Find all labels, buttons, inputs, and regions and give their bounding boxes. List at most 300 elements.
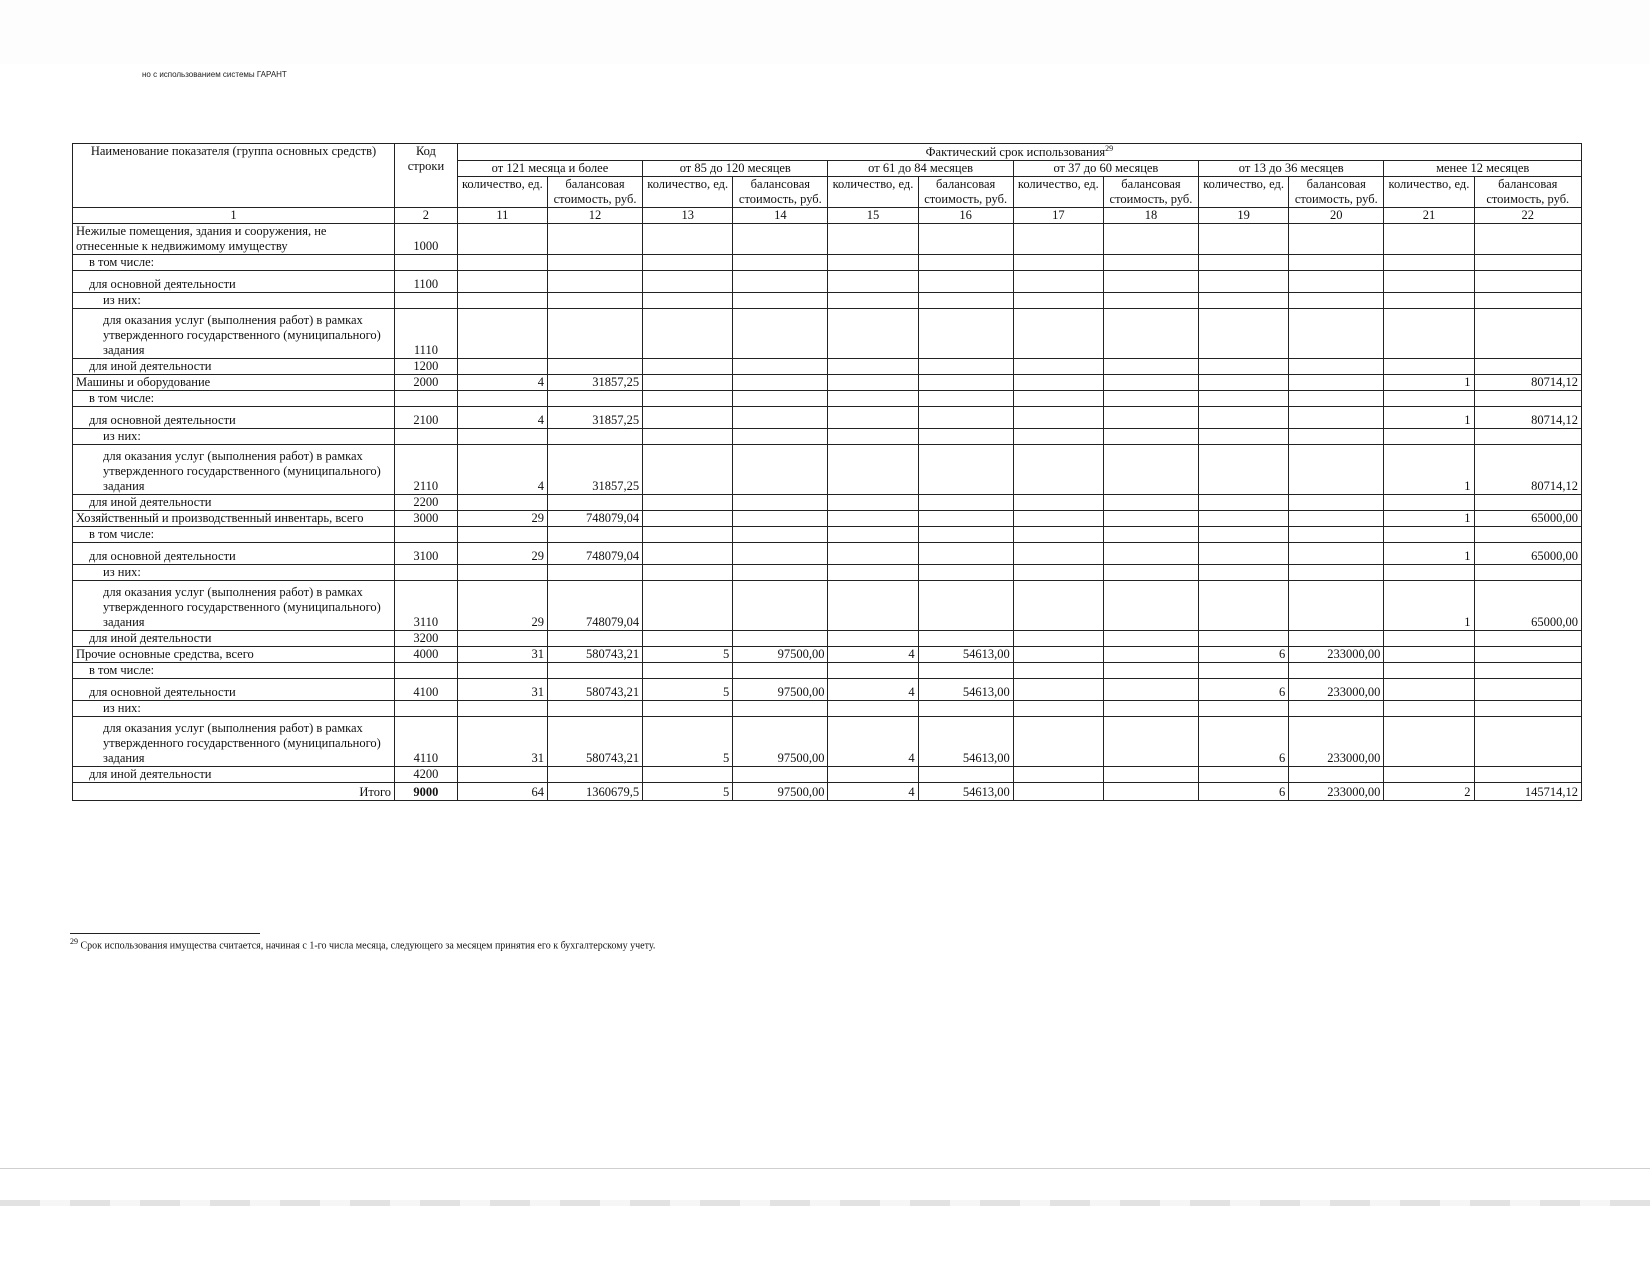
cost-cell	[1289, 445, 1384, 495]
cost-cell: 80714,12	[1474, 407, 1582, 429]
cost-cell	[733, 767, 828, 783]
qty-cell	[1199, 495, 1289, 511]
qty-cell	[643, 663, 733, 679]
cost-cell	[918, 391, 1013, 407]
qty-cell	[828, 543, 918, 565]
qty-subheader: количество, ед.	[1199, 177, 1289, 208]
cost-cell	[1289, 527, 1384, 543]
cost-cell	[733, 391, 828, 407]
cost-cell	[1103, 701, 1198, 717]
cost-cell	[1474, 391, 1582, 407]
cost-cell	[1474, 495, 1582, 511]
qty-cell	[828, 767, 918, 783]
qty-cell	[1199, 663, 1289, 679]
cost-cell	[918, 271, 1013, 293]
header-colnumbers-row	[73, 208, 1582, 224]
cost-cell	[1103, 543, 1198, 565]
cost-cell	[1103, 663, 1198, 679]
qty-cell	[457, 565, 547, 581]
cost-cell	[1289, 631, 1384, 647]
cost-cell	[918, 293, 1013, 309]
qty-cell	[643, 429, 733, 445]
qty-cell	[1013, 647, 1103, 663]
qty-cell	[643, 495, 733, 511]
qty-cell	[1199, 359, 1289, 375]
qty-cell	[1384, 631, 1474, 647]
qty-cell	[828, 407, 918, 429]
cost-cell	[547, 631, 642, 647]
row-code: 3000	[395, 511, 458, 527]
row-label: для иной деятельности	[73, 767, 395, 783]
qty-cell	[1013, 565, 1103, 581]
qty-cell: 4	[457, 445, 547, 495]
header-name-col: Наименование показателя (группа основных средств)	[73, 144, 395, 208]
cost-cell	[1289, 224, 1384, 255]
row-label: Прочие основные средства, всего	[73, 647, 395, 663]
cost-cell	[918, 255, 1013, 271]
qty-cell	[1384, 309, 1474, 359]
qty-cell	[1013, 701, 1103, 717]
column-number: 20	[1289, 208, 1384, 224]
period-group-header: от 61 до 84 месяцев	[828, 161, 1013, 177]
qty-cell	[1199, 701, 1289, 717]
qty-cell	[1199, 271, 1289, 293]
qty-cell: 4	[828, 679, 918, 701]
cost-subheader: балансовая стоимость, руб.	[918, 177, 1013, 208]
cost-cell	[1289, 701, 1384, 717]
table-row	[73, 647, 1582, 663]
row-label: в том числе:	[73, 255, 395, 271]
row-code	[395, 255, 458, 271]
row-label: для оказания услуг (выполнения работ) в рамках утвержденного государственного (муниципального) задания	[73, 309, 395, 359]
qty-cell: 1	[1384, 543, 1474, 565]
period-group-header: от 13 до 36 месяцев	[1199, 161, 1384, 177]
cost-cell	[1103, 647, 1198, 663]
row-code: 3100	[395, 543, 458, 565]
cost-cell	[733, 255, 828, 271]
qty-cell	[1013, 224, 1103, 255]
table-row	[73, 375, 1582, 391]
qty-cell	[643, 511, 733, 527]
cost-cell	[733, 581, 828, 631]
cost-cell	[1103, 783, 1198, 801]
qty-cell	[457, 767, 547, 783]
cost-cell: 65000,00	[1474, 511, 1582, 527]
qty-cell: 1	[1384, 511, 1474, 527]
cost-cell	[1103, 255, 1198, 271]
qty-cell	[828, 581, 918, 631]
cost-cell	[547, 565, 642, 581]
cost-cell	[1289, 767, 1384, 783]
qty-cell	[1199, 565, 1289, 581]
cost-cell	[547, 767, 642, 783]
qty-cell	[828, 429, 918, 445]
row-label: из них:	[73, 701, 395, 717]
qty-cell	[457, 495, 547, 511]
qty-cell	[828, 511, 918, 527]
cost-cell	[1474, 255, 1582, 271]
qty-cell	[1013, 375, 1103, 391]
cost-cell	[547, 293, 642, 309]
cost-cell	[1474, 631, 1582, 647]
qty-cell: 29	[457, 543, 547, 565]
cost-cell	[1289, 293, 1384, 309]
qty-cell	[643, 309, 733, 359]
scan-line	[0, 1168, 1650, 1169]
period-group-header: менее 12 месяцев	[1384, 161, 1582, 177]
row-label: из них:	[73, 293, 395, 309]
qty-cell	[1013, 391, 1103, 407]
cost-cell	[918, 511, 1013, 527]
cost-cell	[547, 429, 642, 445]
qty-cell	[828, 527, 918, 543]
row-label: в том числе:	[73, 663, 395, 679]
cost-cell	[1103, 391, 1198, 407]
column-number: 21	[1384, 208, 1474, 224]
cost-cell	[1289, 391, 1384, 407]
cost-cell	[733, 224, 828, 255]
cost-cell	[547, 527, 642, 543]
cost-cell: 97500,00	[733, 783, 828, 801]
cost-cell: 145714,12	[1474, 783, 1582, 801]
scan-noise-band	[0, 1200, 1650, 1206]
cost-cell	[1103, 565, 1198, 581]
row-code: 1110	[395, 309, 458, 359]
cost-cell	[918, 543, 1013, 565]
header-code-col: Код строки	[395, 144, 458, 208]
qty-cell: 4	[457, 407, 547, 429]
cost-cell	[1103, 631, 1198, 647]
qty-cell	[828, 375, 918, 391]
cost-cell	[1289, 359, 1384, 375]
table-row	[73, 679, 1582, 701]
cost-cell	[733, 701, 828, 717]
cost-cell	[1103, 445, 1198, 495]
table-row	[73, 701, 1582, 717]
qty-cell	[828, 445, 918, 495]
row-code	[395, 293, 458, 309]
cost-cell: 54613,00	[918, 679, 1013, 701]
qty-cell	[1384, 647, 1474, 663]
qty-cell	[643, 255, 733, 271]
qty-cell	[643, 527, 733, 543]
cost-cell	[918, 701, 1013, 717]
qty-cell	[1013, 527, 1103, 543]
qty-cell	[1199, 631, 1289, 647]
cost-cell	[918, 527, 1013, 543]
qty-cell	[1384, 663, 1474, 679]
period-group-header: от 37 до 60 месяцев	[1013, 161, 1198, 177]
qty-cell: 5	[643, 647, 733, 663]
qty-cell: 1	[1384, 581, 1474, 631]
row-label: Итого	[73, 783, 395, 801]
footnote-sup: 29	[70, 937, 78, 946]
qty-cell	[828, 701, 918, 717]
row-label: для основной деятельности	[73, 543, 395, 565]
cost-cell	[1289, 255, 1384, 271]
cost-subheader: балансовая стоимость, руб.	[1289, 177, 1384, 208]
row-code: 4200	[395, 767, 458, 783]
table-row	[73, 255, 1582, 271]
cost-cell: 233000,00	[1289, 679, 1384, 701]
column-number: 22	[1474, 208, 1582, 224]
qty-cell: 6	[1199, 647, 1289, 663]
cost-cell	[918, 375, 1013, 391]
row-code	[395, 527, 458, 543]
table-row	[73, 429, 1582, 445]
cost-cell	[1103, 527, 1198, 543]
qty-cell: 1	[1384, 407, 1474, 429]
qty-cell	[1013, 543, 1103, 565]
cost-cell: 233000,00	[1289, 717, 1384, 767]
cost-cell: 54613,00	[918, 647, 1013, 663]
cost-cell: 31857,25	[547, 407, 642, 429]
table-row	[73, 631, 1582, 647]
cost-cell	[547, 663, 642, 679]
cost-cell: 233000,00	[1289, 783, 1384, 801]
row-label: для иной деятельности	[73, 495, 395, 511]
period-group-header: от 85 до 120 месяцев	[643, 161, 828, 177]
cost-cell: 580743,21	[547, 717, 642, 767]
table-row	[73, 543, 1582, 565]
cost-cell	[1103, 495, 1198, 511]
cost-cell	[1474, 309, 1582, 359]
row-code	[395, 663, 458, 679]
cost-cell: 1360679,5	[547, 783, 642, 801]
cost-cell	[1289, 581, 1384, 631]
qty-cell: 4	[457, 375, 547, 391]
table-row	[73, 783, 1582, 801]
cost-cell	[547, 309, 642, 359]
table-row	[73, 663, 1582, 679]
cost-cell	[1289, 565, 1384, 581]
cost-cell	[1474, 701, 1582, 717]
cost-cell	[1289, 375, 1384, 391]
cost-cell	[733, 375, 828, 391]
cost-cell: 748079,04	[547, 581, 642, 631]
qty-cell	[1013, 511, 1103, 527]
row-code	[395, 391, 458, 407]
qty-cell: 5	[643, 717, 733, 767]
qty-cell	[1013, 631, 1103, 647]
cost-cell: 97500,00	[733, 647, 828, 663]
cost-subheader: балансовая стоимость, руб.	[733, 177, 828, 208]
qty-cell	[1384, 224, 1474, 255]
qty-cell	[1199, 445, 1289, 495]
cost-cell: 748079,04	[547, 511, 642, 527]
row-label: из них:	[73, 565, 395, 581]
row-code: 2000	[395, 375, 458, 391]
cost-cell: 580743,21	[547, 679, 642, 701]
table-row	[73, 527, 1582, 543]
footnote-divider	[70, 933, 260, 934]
period-title-sup: 29	[1105, 144, 1114, 153]
row-code	[395, 429, 458, 445]
column-number: 18	[1103, 208, 1198, 224]
cost-cell	[1474, 767, 1582, 783]
cost-cell: 233000,00	[1289, 647, 1384, 663]
qty-cell	[643, 271, 733, 293]
qty-cell: 6	[1199, 783, 1289, 801]
qty-cell	[828, 565, 918, 581]
qty-cell	[1384, 679, 1474, 701]
table-row	[73, 581, 1582, 631]
qty-cell	[828, 293, 918, 309]
table-body	[73, 224, 1582, 801]
qty-cell	[1013, 407, 1103, 429]
qty-cell	[1384, 717, 1474, 767]
cost-cell	[733, 495, 828, 511]
qty-cell	[1013, 679, 1103, 701]
row-code	[395, 701, 458, 717]
column-number: 1	[73, 208, 395, 224]
qty-cell	[828, 359, 918, 375]
qty-cell	[1013, 663, 1103, 679]
table-row	[73, 391, 1582, 407]
qty-cell: 5	[643, 783, 733, 801]
qty-cell	[457, 293, 547, 309]
row-code: 2200	[395, 495, 458, 511]
qty-cell: 31	[457, 717, 547, 767]
cost-cell	[733, 565, 828, 581]
cost-cell	[918, 767, 1013, 783]
cost-cell	[1103, 717, 1198, 767]
table-row	[73, 407, 1582, 429]
qty-cell	[1384, 359, 1474, 375]
table-row	[73, 293, 1582, 309]
cost-cell: 65000,00	[1474, 581, 1582, 631]
cost-cell	[1103, 309, 1198, 359]
qty-cell	[643, 701, 733, 717]
qty-cell	[457, 359, 547, 375]
qty-cell	[1384, 495, 1474, 511]
cost-cell	[547, 224, 642, 255]
qty-cell	[1384, 767, 1474, 783]
qty-cell: 31	[457, 647, 547, 663]
qty-cell	[643, 293, 733, 309]
qty-cell: 29	[457, 581, 547, 631]
cost-cell	[733, 359, 828, 375]
cost-cell: 748079,04	[547, 543, 642, 565]
row-code: 9000	[395, 783, 458, 801]
cost-cell	[1474, 527, 1582, 543]
cost-cell: 80714,12	[1474, 445, 1582, 495]
qty-cell	[643, 407, 733, 429]
qty-subheader: количество, ед.	[643, 177, 733, 208]
table-row	[73, 767, 1582, 783]
row-label: для оказания услуг (выполнения работ) в рамках утвержденного государственного (муниципального) задания	[73, 581, 395, 631]
footnote	[70, 937, 655, 951]
cost-cell	[918, 359, 1013, 375]
cost-cell: 580743,21	[547, 647, 642, 663]
qty-cell	[643, 224, 733, 255]
cost-subheader: балансовая стоимость, руб.	[1103, 177, 1198, 208]
table-row	[73, 445, 1582, 495]
cost-cell: 54613,00	[918, 783, 1013, 801]
row-label: из них:	[73, 429, 395, 445]
row-label: для иной деятельности	[73, 359, 395, 375]
cost-cell	[1474, 224, 1582, 255]
qty-cell	[1384, 565, 1474, 581]
qty-cell	[643, 631, 733, 647]
cost-cell: 54613,00	[918, 717, 1013, 767]
row-code: 3110	[395, 581, 458, 631]
column-number: 17	[1013, 208, 1103, 224]
cost-cell	[1289, 271, 1384, 293]
row-code: 2110	[395, 445, 458, 495]
column-number: 14	[733, 208, 828, 224]
qty-cell	[643, 581, 733, 631]
qty-cell	[1199, 543, 1289, 565]
column-number: 16	[918, 208, 1013, 224]
cost-cell	[1289, 407, 1384, 429]
qty-cell	[828, 631, 918, 647]
qty-cell	[1013, 581, 1103, 631]
qty-cell	[828, 391, 918, 407]
row-label: для оказания услуг (выполнения работ) в рамках утвержденного государственного (муниципального) задания	[73, 717, 395, 767]
row-code: 3200	[395, 631, 458, 647]
row-label: в том числе:	[73, 527, 395, 543]
qty-cell	[1013, 309, 1103, 359]
table-row	[73, 359, 1582, 375]
qty-subheader: количество, ед.	[1384, 177, 1474, 208]
qty-cell	[643, 375, 733, 391]
qty-cell	[828, 663, 918, 679]
qty-cell	[828, 224, 918, 255]
row-label: Нежилые помещения, здания и сооружения, не отнесенные к недвижимому имуществу	[73, 224, 395, 255]
cost-cell: 97500,00	[733, 717, 828, 767]
qty-cell	[643, 391, 733, 407]
cost-cell	[918, 407, 1013, 429]
cost-cell	[1474, 679, 1582, 701]
cost-cell: 97500,00	[733, 679, 828, 701]
cost-cell	[1103, 767, 1198, 783]
table-row	[73, 565, 1582, 581]
qty-cell	[1384, 701, 1474, 717]
qty-cell	[1199, 375, 1289, 391]
qty-cell	[1384, 429, 1474, 445]
cost-cell	[733, 271, 828, 293]
row-code: 2100	[395, 407, 458, 429]
column-number: 12	[547, 208, 642, 224]
qty-cell	[1199, 511, 1289, 527]
header-period-title	[457, 144, 1581, 161]
column-number: 11	[457, 208, 547, 224]
qty-cell: 1	[1384, 375, 1474, 391]
cost-cell	[1103, 429, 1198, 445]
qty-cell: 4	[828, 717, 918, 767]
cost-cell	[547, 359, 642, 375]
cost-cell	[733, 511, 828, 527]
qty-cell	[457, 701, 547, 717]
qty-cell	[643, 445, 733, 495]
qty-cell	[643, 359, 733, 375]
cost-cell: 80714,12	[1474, 375, 1582, 391]
qty-subheader: количество, ед.	[1013, 177, 1103, 208]
cost-cell	[733, 309, 828, 359]
cost-cell	[1103, 224, 1198, 255]
qty-cell	[828, 255, 918, 271]
row-label: Машины и оборудование	[73, 375, 395, 391]
qty-cell: 64	[457, 783, 547, 801]
cost-cell	[733, 663, 828, 679]
qty-cell: 5	[643, 679, 733, 701]
cost-cell	[1103, 407, 1198, 429]
cost-cell	[547, 701, 642, 717]
cost-cell	[1289, 511, 1384, 527]
qty-cell	[1013, 783, 1103, 801]
cost-cell	[733, 407, 828, 429]
